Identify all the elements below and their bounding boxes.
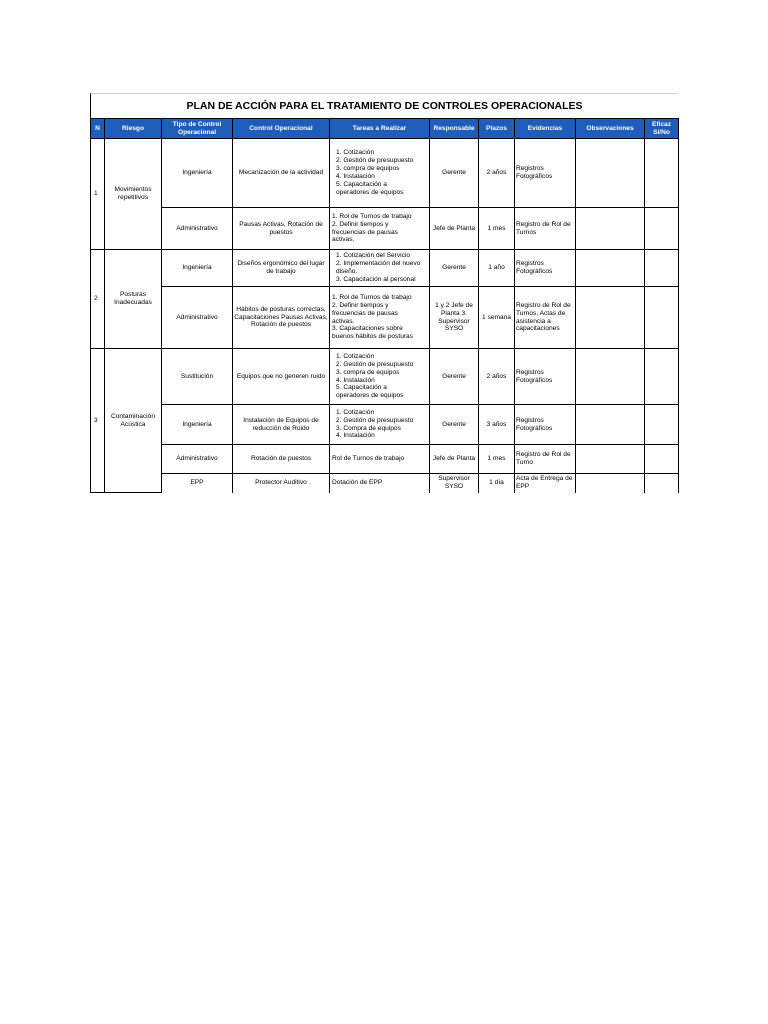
col-header-tipo: Tipo de Control Operacional xyxy=(162,119,233,139)
task-line: Dotación de EPP xyxy=(332,479,383,487)
table-row xyxy=(91,250,679,287)
tasks-cell xyxy=(330,250,430,287)
header-row xyxy=(91,119,679,139)
table-row xyxy=(91,208,679,250)
task-line: Rol de Turnos de trabajo xyxy=(332,455,405,463)
operational-control: Instalación de Equipos de reducción de Ruido xyxy=(233,405,330,445)
col-header-tareas: Tareas a Realizar xyxy=(330,119,430,139)
observations xyxy=(576,250,645,287)
control-type: Ingeniería xyxy=(162,139,233,208)
effective xyxy=(645,445,679,474)
table-row xyxy=(91,474,679,493)
control-type: Administrativo xyxy=(162,208,233,250)
action-plan-sheet xyxy=(90,93,678,493)
task-line: frecuencias de pausas xyxy=(332,309,398,317)
effective xyxy=(645,349,679,405)
task-line: 1. Rol de Turnos de trabajo xyxy=(332,293,412,301)
sheet-title: PLAN DE ACCIÓN PARA EL TRATAMIENTO DE CONTROLES OPERACIONALES xyxy=(90,93,678,118)
task-line: 2. Implementación del nuevo xyxy=(336,260,421,268)
control-type: Administrativo xyxy=(162,445,233,474)
responsible: Gerente xyxy=(430,250,479,287)
task-line: operadores de equipos xyxy=(336,392,404,400)
deadline: 2 años xyxy=(479,139,515,208)
task-line: 1. Cotización xyxy=(336,408,375,416)
responsible: Jefe de Planta xyxy=(430,445,479,474)
deadline: 1 día xyxy=(479,474,515,493)
tasks-cell xyxy=(330,405,430,445)
responsible: Gerente xyxy=(430,405,479,445)
table-row xyxy=(91,405,679,445)
task-line: frecuencias de pausas xyxy=(332,228,398,236)
observations xyxy=(576,139,645,208)
evidence: Registro de Rol de Turnos xyxy=(515,208,576,250)
operational-control: Rotación de puestos xyxy=(233,445,330,474)
evidence: Registro de Rol de Turnos, Actas de asistencia a capacitaciones xyxy=(515,287,576,349)
task-line: buenos hábitos de posturas xyxy=(332,333,414,341)
observations xyxy=(576,287,645,349)
task-line: 3. compra de equipos xyxy=(336,368,400,376)
observations xyxy=(576,474,645,493)
task-line: 1. Cotización xyxy=(336,352,375,360)
task-line: activas. xyxy=(332,317,355,325)
control-type: EPP xyxy=(162,474,233,493)
task-line: diseño. xyxy=(336,268,358,275)
deadline: 1 mes xyxy=(479,208,515,250)
evidence: Registro de Rol de Turno xyxy=(515,445,576,474)
task-line: 5. Capacitación a xyxy=(336,180,387,188)
task-line: 1. Cotización xyxy=(336,149,375,157)
responsible: Jefe de Planta xyxy=(430,208,479,250)
task-line: 5. Capacitación a xyxy=(336,384,387,392)
tasks-cell xyxy=(330,445,430,474)
task-line: 2. Gestión de presupuesto xyxy=(336,360,414,368)
evidence: Registros Fotográficos xyxy=(515,349,576,405)
task-line: 3. Compra de equipos xyxy=(336,424,401,432)
task-line: 4. Instalación xyxy=(336,376,375,384)
tasks-cell xyxy=(330,208,430,250)
effective xyxy=(645,287,679,349)
col-header-responsable: Responsable xyxy=(430,119,479,139)
task-line: activas. xyxy=(332,236,355,244)
table-row xyxy=(91,349,679,405)
operational-control: Mecanización de la actividad xyxy=(233,139,330,208)
task-line: 3. Capacitación al personal xyxy=(336,275,416,283)
risk-number: 1 xyxy=(91,139,105,250)
col-header-eficaz: Eficaz Si/No xyxy=(645,119,679,139)
task-line: 2. Definir tiempos y xyxy=(332,301,389,309)
control-type: Ingeniería xyxy=(162,405,233,445)
control-type: Sustitución xyxy=(162,349,233,405)
operational-control: Diseños ergonómico del lugar de trabajo xyxy=(233,250,330,287)
tasks-cell xyxy=(330,349,430,405)
observations xyxy=(576,405,645,445)
table-row xyxy=(91,445,679,474)
action-plan-table xyxy=(90,118,679,493)
col-header-riesgo: Riesgo xyxy=(105,119,162,139)
task-line: 4. Instalación xyxy=(336,432,375,440)
responsible: 1 y 2 Jefe de Planta 3. Supervisor SYSO xyxy=(430,287,479,349)
effective xyxy=(645,250,679,287)
tasks-cell xyxy=(330,287,430,349)
deadline: 2 años xyxy=(479,349,515,405)
control-type: Ingeniería xyxy=(162,250,233,287)
observations xyxy=(576,445,645,474)
operational-control: Equipos que no generen ruido xyxy=(233,349,330,405)
task-line: operadores de equipos xyxy=(336,188,404,196)
deadline: 3 años xyxy=(479,405,515,445)
responsible: Gerente xyxy=(430,349,479,405)
observations xyxy=(576,349,645,405)
task-line: 1. Rol de Turnos de trabajo xyxy=(332,212,412,220)
col-header-observaciones: Observaciones xyxy=(576,119,645,139)
effective xyxy=(645,405,679,445)
evidence: Acta de Entrega de EPP xyxy=(515,474,576,493)
risk-number: 2 xyxy=(91,250,105,349)
tasks-cell xyxy=(330,474,430,493)
task-line: 2. Gestión de presupuesto xyxy=(336,157,414,165)
control-type: Administrativo xyxy=(162,287,233,349)
col-header-control: Control Operacional xyxy=(233,119,330,139)
risk-name: Posturas Inadecuadas xyxy=(105,250,162,349)
col-header-n: N xyxy=(91,119,105,139)
operational-control: Pausas Activas, Rotación de puestos xyxy=(233,208,330,250)
task-line: 2. Gestión de presupuesto xyxy=(336,416,414,424)
task-line: 3. Capacitaciones sobre xyxy=(332,325,403,333)
effective xyxy=(645,139,679,208)
deadline: 1 año xyxy=(479,250,515,287)
evidence: Registros Fotográficos xyxy=(515,139,576,208)
evidence: Registros Fotográficos xyxy=(515,405,576,445)
task-line: 1. Cotización del Servicio xyxy=(336,252,411,260)
deadline: 1 mes xyxy=(479,445,515,474)
risk-name: Contaminación Acústica xyxy=(105,349,162,493)
table-row xyxy=(91,287,679,349)
col-header-plazos: Plazos xyxy=(479,119,515,139)
effective xyxy=(645,474,679,493)
task-line: 3. compra de equipos xyxy=(336,165,400,173)
table-row xyxy=(91,139,679,208)
risk-number: 3 xyxy=(91,349,105,493)
effective xyxy=(645,208,679,250)
responsible: Gerente xyxy=(430,139,479,208)
operational-control: Hábitos de posturas correctas, Capacitaciones Pausas Activas, Rotación de puestos xyxy=(233,287,330,349)
risk-name: Movimientos repetitivos xyxy=(105,139,162,250)
col-header-evidencias: Evidencias xyxy=(515,119,576,139)
responsible: Supervisor SYSO xyxy=(430,474,479,493)
tasks-cell xyxy=(330,139,430,208)
deadline: 1 semana xyxy=(479,287,515,349)
observations xyxy=(576,208,645,250)
evidence: Registros Fotográficos xyxy=(515,250,576,287)
task-line: 4. Instalación xyxy=(336,173,375,180)
operational-control: Protector Auditivo xyxy=(233,474,330,493)
task-line: 2. Definir tiempos y xyxy=(332,220,389,228)
